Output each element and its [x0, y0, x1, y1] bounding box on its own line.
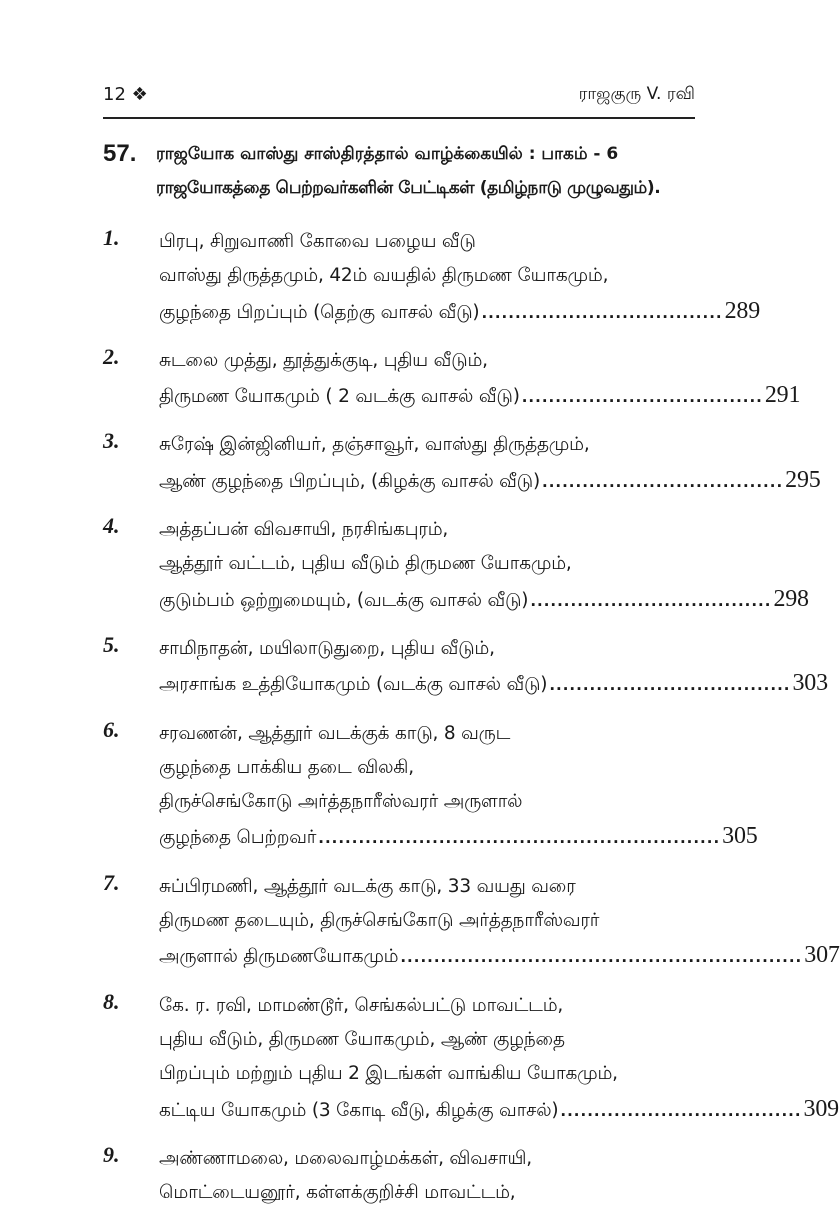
- entry-number: 1.: [103, 225, 120, 250]
- entry-line: ஆத்தூர் வட்டம், புதிய வீடும் திருமண யோகமும்,: [159, 553, 572, 575]
- entry-last-line: [159, 294, 760, 330]
- entry-last-line: [159, 378, 801, 414]
- entry-line: புதிய வீடும், திருமண யோகமும், ஆண் குழந்தை: [159, 1028, 565, 1050]
- entry-last-line: [159, 463, 821, 499]
- dot-leader: ....................................: [542, 472, 784, 491]
- entry-number: 4.: [103, 513, 120, 539]
- entry-line: குடும்பம் ஒற்றுமையும், (வடக்கு வாசல் வீடு): [159, 589, 529, 611]
- entry-line: திருச்செங்கோடு அர்த்தநாரீஸ்வரர் அருளால்: [159, 791, 523, 813]
- entry-page-number: 305: [722, 823, 758, 850]
- dot-leader: ....................................: [549, 676, 791, 695]
- entry-number: 8.: [103, 988, 120, 1014]
- dot-leader: ....................................: [521, 388, 763, 407]
- entry-last-line: [159, 582, 809, 618]
- dot-leader: ....................................: [560, 1101, 802, 1120]
- entry-number: 7.: [103, 869, 120, 895]
- chapter-number: 57.: [103, 140, 137, 167]
- entry-line: குழந்தை பிறப்பும் (தெற்கு வாசல் வீடு): [159, 301, 480, 323]
- dot-leader: ....................................: [530, 591, 772, 610]
- toc-entry: [103, 513, 809, 618]
- toc-entry: [103, 1142, 693, 1211]
- entry-last-line: [159, 1092, 839, 1128]
- entry-line: ஆண் குழந்தை பிறப்பும், (கிழக்கு வாசல் வீடு): [159, 470, 540, 492]
- entry-line: சுரேஷ் இன்ஜினியர், தஞ்சாவூர், வாஸ்து திருத்தமும்,: [159, 434, 590, 456]
- entry-line: அரசாங்க உத்தியோகமும் (வடக்கு வாசல் வீடு): [159, 674, 548, 696]
- toc-entry: [103, 225, 760, 330]
- entry-line: குழந்தை பாக்கிய தடை விலகி,: [159, 756, 414, 778]
- chapter-title-line-1: ராஜயோக வாஸ்து சாஸ்திரத்தால் வாழ்க்கையில் : பாகம் - 6: [156, 144, 619, 164]
- entry-line: திருமண தடையும், திருச்செங்கோடு அர்த்தநாரீஸ்வரர்: [159, 910, 600, 932]
- entry-line: சாமிநாதன், மயிலாடுதுறை, புதிய வீடும்,: [159, 637, 495, 659]
- entry-last-line: [159, 938, 840, 974]
- entry-line: பிறப்பும் மற்றும் புதிய 2 இடங்கள் வாங்கிய யோகமும்,: [159, 1063, 618, 1085]
- entry-line: மொட்டையனூர், கள்ளக்குறிச்சி மாவட்டம்,: [159, 1182, 516, 1204]
- entry-line: சுப்பிரமணி, ஆத்தூர் வடக்கு காடு, 33 வயது வரை: [159, 875, 576, 897]
- dot-leader: ....................................: [481, 303, 723, 322]
- entry-number: 3.: [103, 428, 120, 454]
- entry-number: 5.: [103, 631, 120, 657]
- toc-entry: [103, 428, 821, 499]
- entry-page-number: 298: [773, 585, 809, 612]
- entry-last-line: [159, 819, 758, 855]
- entry-number: 6.: [103, 716, 120, 742]
- entry-page-number: 289: [724, 297, 760, 324]
- entry-line: அத்தப்பன் விவசாயி, நரசிங்கபுரம்,: [159, 519, 449, 541]
- header-rule: [103, 117, 695, 119]
- entry-line: பிரபு, சிறுவாணி கோவை பழைய வீடு: [159, 231, 476, 252]
- entry-page-number: 291: [764, 382, 801, 409]
- page-number: 12 ❖: [103, 84, 148, 105]
- entry-number: 2.: [103, 343, 120, 369]
- entry-page-number: 309: [803, 1095, 839, 1122]
- entry-line: சரவணன், ஆத்தூர் வடக்குக் காடு, 8 வருட: [159, 722, 511, 744]
- entry-page-number: 295: [785, 466, 821, 493]
- entry-line: வாஸ்து திருத்தமும், 42ம் வயதில் திருமண யோகமும்,: [159, 265, 609, 287]
- toc-list: [103, 225, 840, 1224]
- running-head: ராஜகுரு V. ரவி: [578, 84, 695, 104]
- dot-leader: ............................................................: [400, 948, 803, 967]
- toc-entry: [103, 869, 840, 975]
- toc-entry: [103, 988, 839, 1128]
- entry-page-number: 303: [792, 670, 828, 697]
- entry-line: சுடலை முத்து, தூத்துக்குடி, புதிய வீடும்,: [159, 349, 488, 371]
- chapter-title-line-2: ராஜயோகத்தை பெற்றவர்களின் பேட்டிகள் (தமிழ்நாடு முழுவதும்).: [156, 178, 661, 198]
- entry-line: குழந்தை பெற்றவர்: [159, 827, 317, 849]
- entry-line: கட்டிய யோகமும் (3 கோடி வீடு, கிழக்கு வாசல்): [159, 1099, 559, 1121]
- toc-entry: [103, 631, 828, 703]
- entry-number: 9.: [103, 1141, 120, 1167]
- entry-last-line: [159, 666, 828, 702]
- entry-line: அண்ணாமலை, மலைவாழ்மக்கள், விவசாயி,: [159, 1147, 532, 1169]
- entry-line: அருளால் திருமணயோகமும்: [159, 946, 399, 968]
- toc-entry: [103, 716, 758, 856]
- entry-line: கே. ர. ரவி, மாமண்டூர், செங்கல்பட்டு மாவட்டம்,: [159, 994, 564, 1016]
- entry-line: திருமண யோகமும் ( 2 வடக்கு வாசல் வீடு): [159, 386, 520, 408]
- dot-leader: ............................................................: [318, 829, 721, 848]
- entry-page-number: 307: [804, 942, 840, 969]
- page-header: [103, 84, 695, 114]
- toc-entry: [103, 343, 801, 415]
